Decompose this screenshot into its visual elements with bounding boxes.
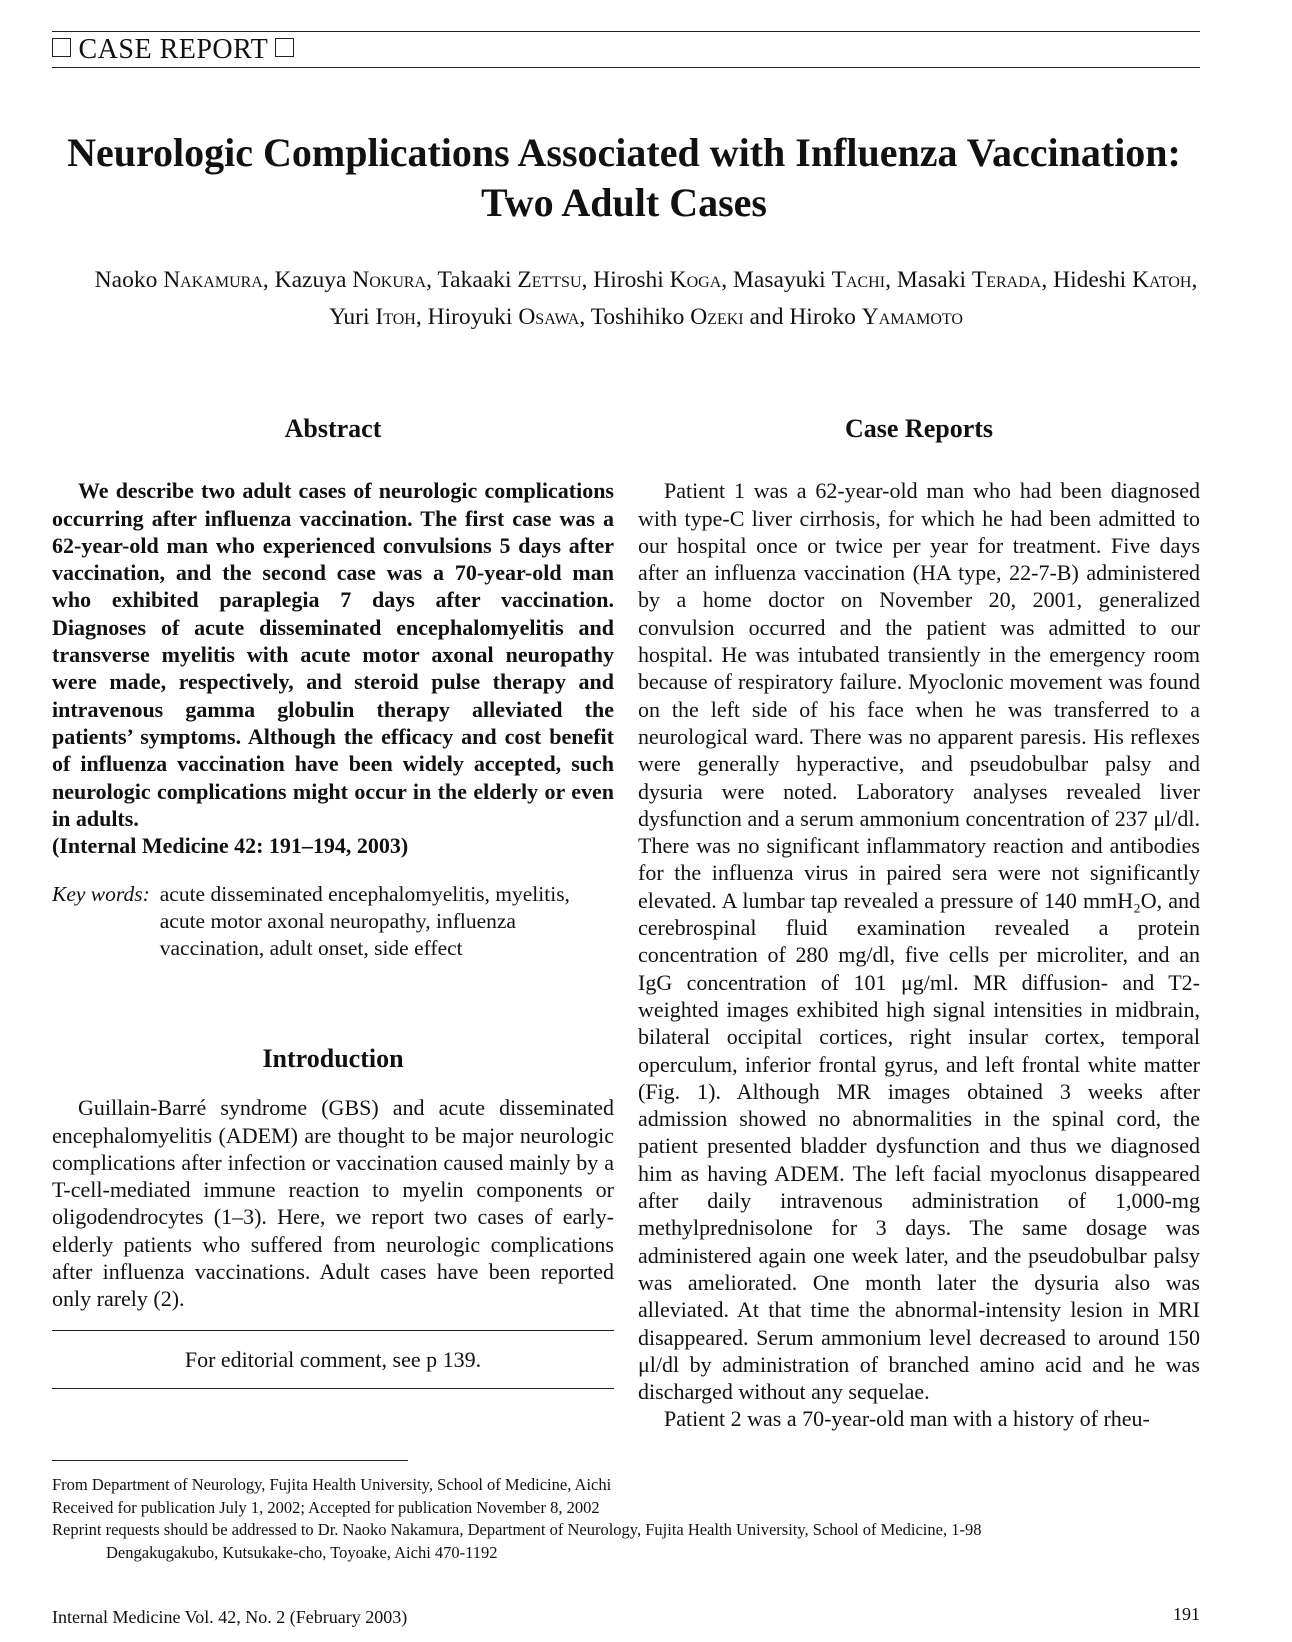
- author-family-name: Osawa: [518, 304, 580, 330]
- author-list: Naoko Nakamura, Kazuya Nokura, Takaaki Zettsu, Hiroshi Koga, Masayuki Tachi, Masaki Terada, Hideshi Katoh, Yuri Itoh, Hiroyuki Osawa, Toshihiko Ozeki and Hiroko Yamamoto: [94, 267, 1198, 330]
- footnote-affiliation: From Department of Neurology, Fujita Health University, School of Medicine, Aichi: [52, 1475, 612, 1494]
- author-name: [1053, 267, 1191, 293]
- author-family-name: Itoh: [375, 304, 416, 330]
- keywords-label: Key words:: [52, 882, 150, 907]
- case-report-paragraph-1: Patient 1 was a 62-year-old man who had been diagnosed with type-C liver cirrhosis, for which he had been admitted to our hospital once or twice per year for treatment. Five days after an influenza vaccination (HA type, 22-7-B) administered by a home doctor on November 20, 2001, generalized convulsion occurred and the patient was admitted to our hospital. He was intubated transiently in the emergency room because of respiratory failure. Myoclonic movement was found on the left side of his face when he was transferred to a neurological ward. There was no apparent paresis. His reflexes were generally hyperactive, and pseudobulbar palsy and dysuria were noted. Laboratory analyses revealed liver dysfunction and a serum ammonium concentration of 237 μl/dl. There was no significant inflammatory reaction and antibodies for the influenza virus in paired sera were not significantly elevated. A lumbar tap revealed a pressure of 140 mmH₂O, and cerebrospinal fluid examination revealed a protein concentration of 280 mg/dl, five cells per microliter, and an IgG concentration of 101 μg/ml. MR diffusion- and T2-weighted images exhibited high signal intensities in midbrain, bilateral occipital cortices, right insular cortex, temporal operculum, inferior frontal gyrus, and left frontal white matter (Fig. 1). Although MR images obtained 3 weeks after admission showed no abnormalities in the spinal cord, the patient presented bladder dysfunction and thus we diagnosed him as having ADEM. The left facial myoclonus disappeared after daily intravenous administration of 1,000-mg methylprednisolone for 3 days. The same dosage was administered again one week later, and the pseudobulbar palsy was ameliorated. One month later the dysuria also was alleviated. At that time the abnormal-intensity lesion in MRI disappeared. Serum ammonium level decreased to around 150 μl/dl by administration of branched amino acid and he was discharged without any sequelae.: [638, 478, 1200, 1405]
- author-given-name: Masaki: [896, 267, 966, 293]
- author-given-name: Naoko: [94, 267, 158, 293]
- editorial-note: For editorial comment, see p 139.: [184, 1347, 482, 1372]
- footnotes: [52, 1474, 1200, 1564]
- author-family-name: Nokura: [352, 267, 427, 293]
- author-family-name: Tachi: [831, 267, 886, 293]
- footnote-reprint: Reprint requests should be addressed to Dr. Naoko Nakamura, Department of Neurology, Fujita Health University, School of Medicine, 1-98: [52, 1520, 982, 1539]
- author-family-name: Zettsu: [517, 267, 582, 293]
- author-name: [95, 267, 263, 293]
- author-name: [428, 304, 580, 330]
- footnote-rule: [52, 1460, 408, 1461]
- editorial-top-rule: [52, 1330, 614, 1331]
- author-family-name: Nakamura: [163, 267, 263, 293]
- author-name: [329, 304, 416, 330]
- abstract-text: We describe two adult cases of neurologic complications occurring after influenza vaccination. The first case was a 62-year-old man who experienced convulsions 5 days after vaccination, and the second case was a 70-year-old man who exhibited paraplegia 7 days after vaccination. Diagnoses of acute disseminated encephalomyelitis and transverse myelitis with acute motor axonal neuropathy were made, respectively, and steroid pulse therapy and intravenous gamma globulin therapy alleviated the patients’ symptoms. Although the efficacy and cost benefit of influenza vaccination have been widely accepted, such neurologic complications might occur in the elderly or even in adults.: [52, 478, 614, 831]
- header-top-rule: [52, 31, 1200, 32]
- box-icon: [52, 38, 71, 57]
- author-given-name: Kazuya: [274, 267, 347, 293]
- author-given-name: Hideshi: [1053, 267, 1127, 293]
- author-given-name: Hiroyuki: [427, 304, 513, 330]
- author-given-name: Takaaki: [437, 267, 512, 293]
- keywords: [52, 881, 614, 962]
- footnote-received: Received for publication July 1, 2002; Accepted for publication November 8, 2002: [52, 1497, 600, 1517]
- author-family-name: Katoh: [1132, 267, 1192, 293]
- introduction-section: [52, 1045, 614, 1313]
- author-given-name: Masayuki: [733, 267, 826, 293]
- author-family-name: Yamamoto: [861, 304, 963, 330]
- left-column: [52, 415, 614, 962]
- footer-journal: Internal Medicine Vol. 42, No. 2 (February 2003): [52, 1607, 408, 1627]
- author-given-name: Hiroshi: [593, 267, 664, 293]
- abstract-heading: Abstract: [284, 414, 382, 443]
- abstract-citation: (Internal Medicine 42: 191–194, 2003): [52, 833, 409, 859]
- author-name: [789, 304, 963, 330]
- footnote-reprint-address: Dengakugakubo, Kutsukake-cho, Toyoake, Aichi 470-1192: [106, 1542, 498, 1562]
- author-given-name: Yuri: [329, 304, 370, 330]
- case-reports-heading: Case Reports: [844, 414, 994, 443]
- right-column: [638, 415, 1200, 1433]
- author-name: [591, 304, 744, 330]
- author-name: [733, 267, 885, 293]
- author-given-name: Hiroko: [789, 304, 856, 330]
- author-family-name: Terada: [971, 267, 1042, 293]
- keywords-text: acute disseminated encephalomyelitis, myelitis, acute motor axonal neuropathy, influenza vaccination, adult onset, side effect: [159, 882, 570, 961]
- author-name: [275, 267, 427, 293]
- article-title: Neurologic Complications Associated with Influenza Vaccination: Two Adult Cases: [67, 130, 1181, 225]
- box-icon: [275, 38, 294, 57]
- author-name: [897, 267, 1042, 293]
- introduction-heading: Introduction: [262, 1044, 404, 1073]
- section-label: [52, 34, 294, 66]
- introduction-text: Guillain-Barré syndrome (GBS) and acute disseminated encephalomyelitis (ADEM) are thought to be major neurologic complications after infection or vaccination caused mainly by a T-cell-mediated immune reaction to myelin components or oligodendrocytes (1–3). Here, we report two cases of early-elderly patients who suffered from neurologic complications after influenza vaccinations. Adult cases have been reported only rarely (2).: [52, 1095, 614, 1312]
- author-family-name: Ozeki: [690, 304, 744, 330]
- case-report-paragraph-2: Patient 2 was a 70-year-old man with a history of rheu-: [664, 1406, 1150, 1432]
- author-given-name: Toshihiko: [590, 304, 685, 330]
- section-label-text: CASE REPORT: [78, 34, 268, 65]
- header-bottom-rule: [52, 67, 1200, 68]
- author-name: [437, 267, 581, 293]
- page-number: 191: [1173, 1604, 1200, 1624]
- author-name: [593, 267, 721, 293]
- author-family-name: Koga: [669, 267, 722, 293]
- editorial-bottom-rule: [52, 1388, 614, 1389]
